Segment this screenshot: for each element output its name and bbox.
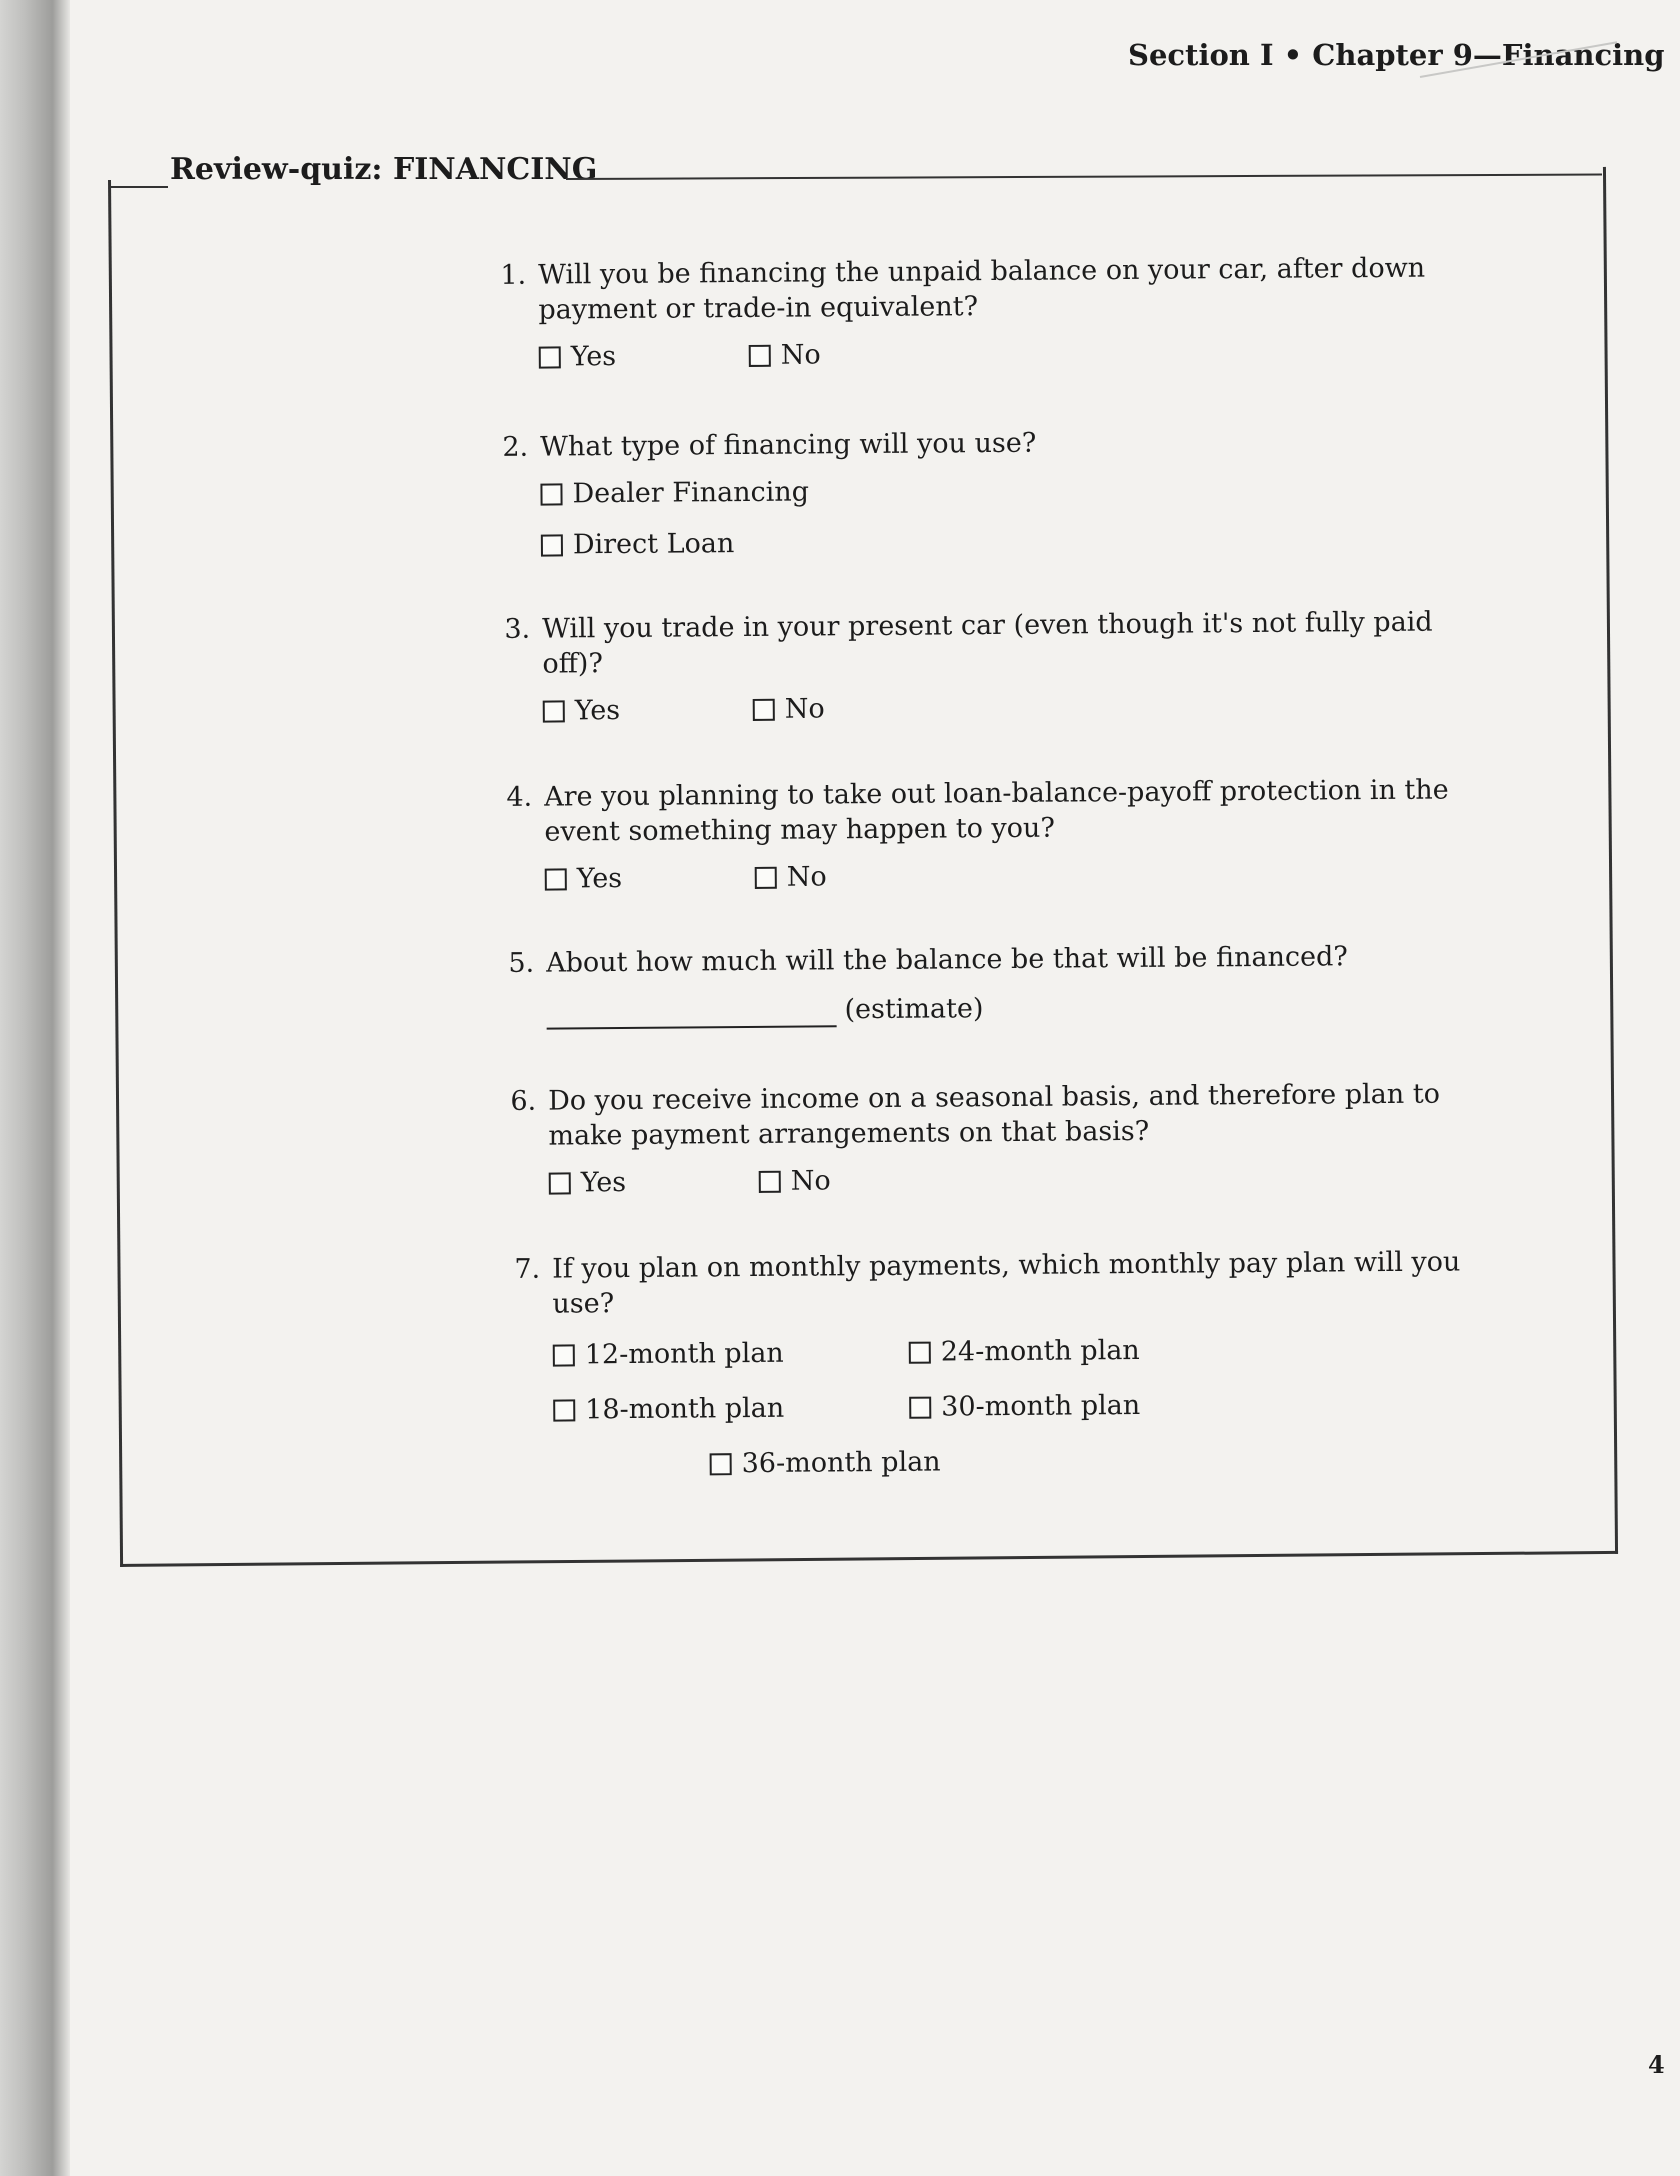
q7-24-month-option[interactable] — [909, 1333, 1140, 1370]
checkbox[interactable] — [759, 1170, 781, 1192]
checkbox[interactable] — [541, 534, 563, 556]
q2-dealer-financing-option[interactable] — [540, 474, 809, 511]
option-label: No — [790, 1165, 831, 1197]
checkbox[interactable] — [553, 1344, 575, 1366]
question-text: Will you be financing the unpaid balance on your car, after down payment or trade-in equivalent? — [538, 252, 1426, 326]
checkbox[interactable] — [755, 866, 777, 888]
question-text: What type of financing will you use? — [540, 427, 1037, 463]
estimate-input-line[interactable] — [546, 999, 836, 1029]
q7-36-month-option[interactable] — [710, 1445, 941, 1482]
option-label: Yes — [580, 1166, 627, 1199]
q7-30-month-option[interactable] — [909, 1388, 1140, 1425]
option-label: No — [780, 339, 821, 371]
option-label: Yes — [570, 340, 617, 373]
q1-yes-option[interactable] — [539, 338, 749, 375]
option-label: 36-month plan — [741, 1446, 941, 1480]
checkbox[interactable] — [549, 1172, 571, 1194]
option-label: Yes — [574, 694, 621, 727]
option-label: No — [784, 693, 825, 725]
checkbox[interactable] — [540, 483, 562, 505]
page-number: 4 — [1648, 2050, 1665, 2079]
q3-yes-option[interactable] — [543, 692, 753, 729]
question-number: 7. — [514, 1253, 541, 1285]
question-1 — [486, 250, 1459, 391]
question-text: Do you receive income on a seasonal basis, and therefore plan to make payment arrangements on that basis? — [548, 1078, 1441, 1152]
checkbox[interactable] — [909, 1396, 931, 1418]
question-4 — [492, 772, 1465, 913]
q1-no-option[interactable] — [749, 337, 821, 373]
question-5 — [494, 938, 1467, 1046]
option-label: Direct Loan — [572, 528, 735, 561]
question-number: 2. — [502, 431, 529, 463]
option-label: 18-month plan — [585, 1392, 785, 1426]
checkbox[interactable] — [539, 346, 561, 368]
q4-yes-option[interactable] — [545, 860, 755, 897]
question-number: 5. — [508, 947, 535, 979]
book-binding-shadow — [0, 0, 70, 2176]
running-header: Section I • Chapter 9—Financing — [1128, 38, 1665, 72]
question-text: If you plan on monthly payments, which monthly pay plan will you use? — [552, 1246, 1461, 1320]
q7-18-month-option[interactable] — [553, 1390, 909, 1428]
question-6 — [496, 1076, 1469, 1217]
q2-direct-loan-option[interactable] — [541, 526, 735, 563]
q6-no-option[interactable] — [759, 1163, 831, 1199]
checkbox[interactable] — [710, 1453, 732, 1475]
question-number: 1. — [500, 259, 527, 291]
question-text: Will you trade in your present car (even though it's not fully paid off)? — [542, 606, 1433, 680]
quiz-title: Review-quiz: FINANCING — [170, 152, 598, 187]
checkbox[interactable] — [545, 868, 567, 890]
checkbox[interactable] — [553, 1399, 575, 1421]
option-label: Dealer Financing — [572, 476, 810, 510]
q4-no-option[interactable] — [755, 859, 827, 895]
checkbox[interactable] — [909, 1341, 931, 1363]
question-2 — [488, 422, 1461, 579]
question-7 — [500, 1244, 1474, 1499]
estimate-label: (estimate) — [844, 993, 984, 1026]
option-label: Yes — [576, 862, 623, 895]
checkbox[interactable] — [543, 700, 565, 722]
question-text: About how much will the balance be that will be financed? — [546, 941, 1348, 979]
checkbox[interactable] — [749, 344, 771, 366]
q3-no-option[interactable] — [753, 691, 825, 727]
question-text: Are you planning to take out loan-balance-payoff protection in the event something may happen to you? — [544, 774, 1449, 848]
question-number: 4. — [506, 781, 533, 813]
option-label: 24-month plan — [940, 1334, 1140, 1368]
option-label: No — [786, 861, 827, 893]
q7-12-month-option[interactable] — [553, 1335, 909, 1373]
option-label: 12-month plan — [584, 1337, 784, 1371]
question-number: 3. — [504, 613, 531, 645]
option-label: 30-month plan — [941, 1389, 1141, 1423]
question-3 — [490, 604, 1463, 745]
checkbox[interactable] — [753, 698, 775, 720]
q6-yes-option[interactable] — [549, 1164, 759, 1201]
question-number: 6. — [510, 1085, 537, 1117]
